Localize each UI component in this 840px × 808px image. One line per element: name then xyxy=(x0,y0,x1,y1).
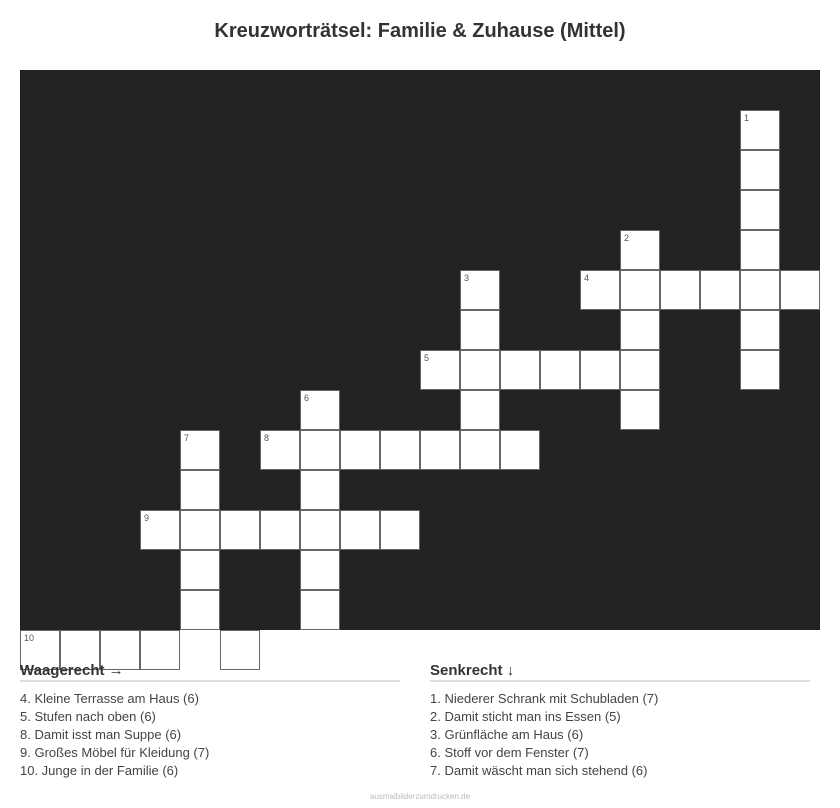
crossword-cell[interactable] xyxy=(740,270,780,310)
crossword-cell[interactable] xyxy=(580,350,620,390)
crossword-cell[interactable] xyxy=(540,350,580,390)
crossword-cell[interactable] xyxy=(300,590,340,630)
clue-across-8: 8. Damit isst man Suppe (6) xyxy=(20,727,182,742)
across-clues xyxy=(20,662,400,780)
clue-down-3: 3. Grünfläche am Haus (6) xyxy=(430,727,584,742)
crossword-cell[interactable] xyxy=(180,470,220,510)
crossword-cell[interactable] xyxy=(260,430,300,470)
crossword-cell[interactable] xyxy=(180,550,220,590)
clue-number: 8 xyxy=(264,433,270,443)
crossword-cell[interactable] xyxy=(140,510,180,550)
crossword-cell[interactable] xyxy=(620,270,660,310)
down-clues xyxy=(430,662,810,780)
down-heading xyxy=(430,662,810,682)
crossword-cell[interactable] xyxy=(220,510,260,550)
crossword-cell[interactable] xyxy=(740,150,780,190)
across-heading-label: Waagerecht xyxy=(20,662,105,679)
crossword-cell[interactable] xyxy=(620,390,660,430)
crossword-cell[interactable] xyxy=(500,350,540,390)
crossword-cell[interactable] xyxy=(180,510,220,550)
clue-number: 7 xyxy=(184,433,190,443)
crossword-cell[interactable] xyxy=(340,430,380,470)
crossword-cell[interactable] xyxy=(500,430,540,470)
site-watermark: ausmalbilderzumdrucken.de xyxy=(369,792,471,801)
crossword-cell[interactable] xyxy=(580,270,620,310)
crossword-cell[interactable] xyxy=(620,230,660,270)
crossword-grid xyxy=(20,70,820,643)
crossword-cell[interactable] xyxy=(180,590,220,630)
clue-across-5: 5. Stufen nach oben (6) xyxy=(20,709,156,724)
crossword-cell[interactable] xyxy=(340,510,380,550)
crossword-cell[interactable] xyxy=(740,230,780,270)
crossword-cell[interactable] xyxy=(300,390,340,430)
crossword-cell[interactable] xyxy=(420,350,460,390)
crossword-cell[interactable] xyxy=(460,390,500,430)
crossword-cell[interactable] xyxy=(380,510,420,550)
clue-number: 10 xyxy=(24,633,35,643)
crossword-cell[interactable] xyxy=(740,190,780,230)
clue-across-4: 4. Kleine Terrasse am Haus (6) xyxy=(20,691,199,706)
crossword-cell[interactable] xyxy=(300,550,340,590)
clue-number: 1 xyxy=(744,113,750,123)
crossword-cell[interactable] xyxy=(260,510,300,550)
puzzle-title: Kreuzworträtsel: Familie & Zuhause (Mittel) xyxy=(214,20,626,42)
clue-down-7: 7. Damit wäscht man sich stehend (6) xyxy=(430,763,648,778)
clue-down-6: 6. Stoff vor dem Fenster (7) xyxy=(430,745,589,760)
crossword-cell[interactable] xyxy=(700,270,740,310)
clue-number: 4 xyxy=(584,273,590,283)
crossword-cell[interactable] xyxy=(460,270,500,310)
crossword-cell[interactable] xyxy=(740,350,780,390)
crossword-cell[interactable] xyxy=(300,510,340,550)
crossword-cell[interactable] xyxy=(300,470,340,510)
clue-across-9: 9. Großes Möbel für Kleidung (7) xyxy=(20,745,210,760)
clue-number: 9 xyxy=(144,513,150,523)
clue-number: 3 xyxy=(464,273,470,283)
clue-down-2: 2. Damit sticht man ins Essen (5) xyxy=(430,709,621,724)
crossword-cell[interactable] xyxy=(460,310,500,350)
crossword-cell[interactable] xyxy=(620,310,660,350)
crossword-cell[interactable] xyxy=(420,430,460,470)
crossword-cell[interactable] xyxy=(180,430,220,470)
crossword-cell[interactable] xyxy=(780,270,820,310)
crossword-cell[interactable] xyxy=(460,430,500,470)
right-arrow-icon: → xyxy=(108,662,124,679)
clue-down-1: 1. Niederer Schrank mit Schubladen (7) xyxy=(430,691,659,706)
down-heading-label: Senkrecht xyxy=(430,662,503,679)
crossword-cell[interactable] xyxy=(660,270,700,310)
clue-number: 5 xyxy=(424,353,430,363)
crossword-cell[interactable] xyxy=(300,430,340,470)
crossword-cell[interactable] xyxy=(740,110,780,150)
down-arrow-icon: ↓ xyxy=(506,662,515,679)
crossword-cell[interactable] xyxy=(380,430,420,470)
crossword-cell[interactable] xyxy=(460,350,500,390)
crossword-cell[interactable] xyxy=(620,350,660,390)
clue-number: 2 xyxy=(624,233,630,243)
crossword-cell[interactable] xyxy=(740,310,780,350)
clue-number: 6 xyxy=(304,393,310,403)
clue-across-10: 10. Junge in der Familie (6) xyxy=(20,763,179,778)
across-heading xyxy=(20,662,400,682)
